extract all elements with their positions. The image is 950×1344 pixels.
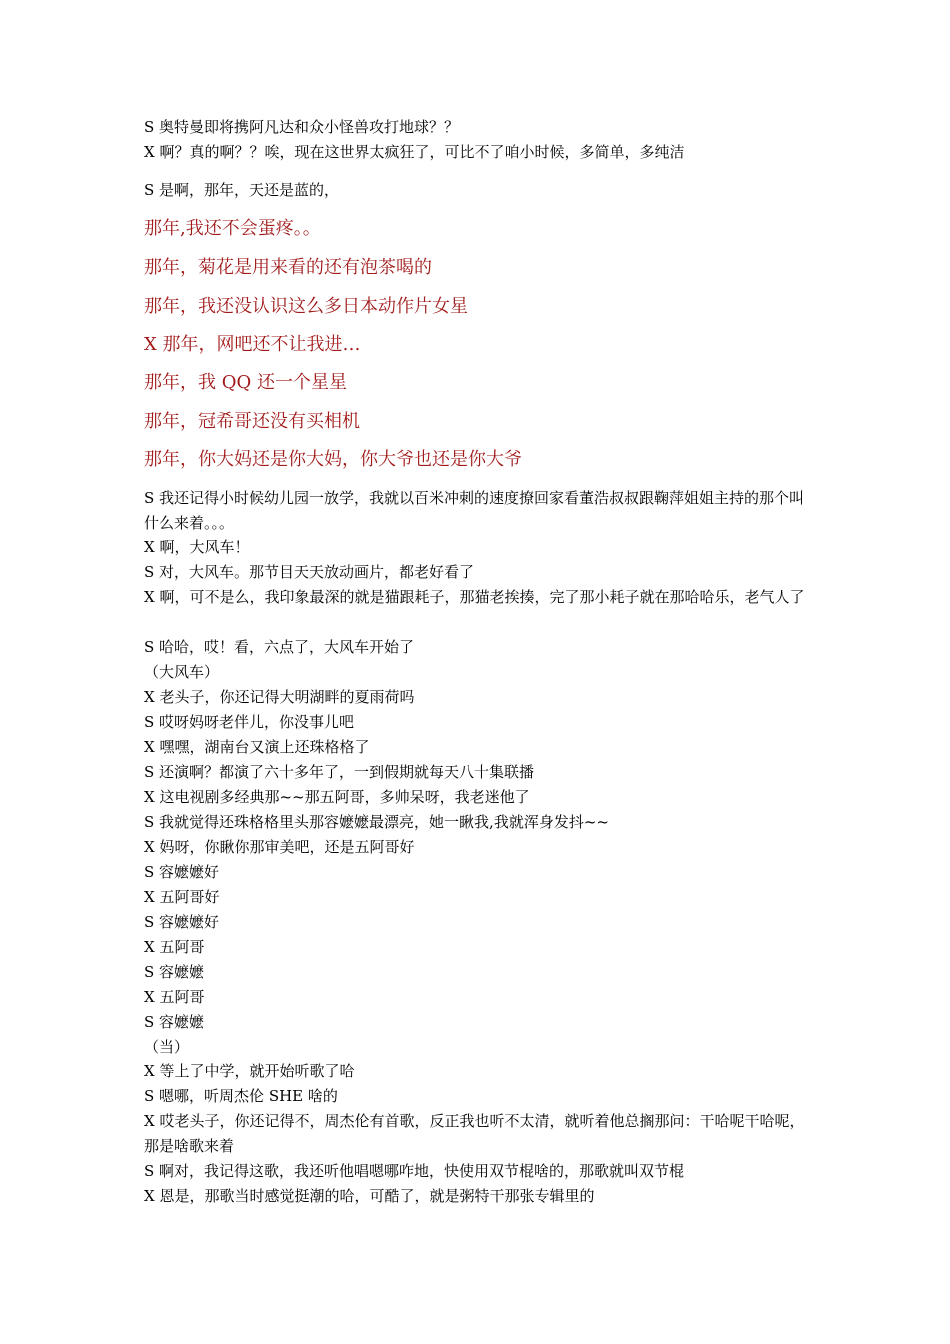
dialogue-line: S 哈哈，哎！看，六点了，大风车开始了 <box>144 638 415 656</box>
dialogue-line: X 嘿嘿，湖南台又演上还珠格格了 <box>144 738 370 756</box>
dialogue-line: S 是啊，那年，天还是蓝的， <box>144 181 340 199</box>
dialogue-line: X 老头子，你还记得大明湖畔的夏雨荷吗 <box>144 688 415 706</box>
highlighted-line: 那年，你大妈还是你大妈，你大爷也还是你大爷 <box>144 449 522 470</box>
dialogue-line: X 妈呀，你瞅你那审美吧，还是五阿哥好 <box>144 838 415 856</box>
highlighted-line: 那年，菊花是用来看的还有泡茶喝的 <box>144 257 432 278</box>
dialogue-line: S 啊对，我记得这歌，我还听他唱嗯哪咋地，快使用双节棍啥的，那歌就叫双节棍 <box>144 1162 685 1180</box>
dialogue-line: （大风车） <box>144 663 220 681</box>
dialogue-line: S 对，大风车。那节目天天放动画片，都老好看了 <box>144 563 475 581</box>
highlighted-line: 那年，我 QQ 还一个星星 <box>144 372 347 393</box>
dialogue-line: S 容嬷嬷 <box>144 1013 205 1031</box>
dialogue-line: X 等上了中学，就开始听歌了哈 <box>144 1062 355 1080</box>
dialogue-line: （当） <box>144 1038 190 1056</box>
dialogue-line: X 五阿哥 <box>144 988 205 1006</box>
dialogue-line: X 啊，大风车！ <box>144 538 250 556</box>
highlighted-line: X 那年，网吧还不让我进… <box>144 334 361 355</box>
dialogue-line: S 我还记得小时候幼儿园一放学，我就以百米冲刺的速度撩回家看董浩叔叔跟鞠萍姐姐主持的那个叫什么来着。。。 <box>144 489 805 532</box>
dialogue-line: X 这电视剧多经典那~~那五阿哥，多帅呆呀，我老迷他了 <box>144 788 530 806</box>
dialogue-line: S 容嬷嬷好 <box>144 913 220 931</box>
dialogue-line: S 还演啊？都演了六十多年了，一到假期就每天八十集联播 <box>144 763 535 781</box>
dialogue-line: S 嗯哪，听周杰伦 SHE 啥的 <box>144 1087 338 1105</box>
highlighted-line: 那年，冠希哥还没有买相机 <box>144 411 360 432</box>
dialogue-line: S 容嬷嬷好 <box>144 863 220 881</box>
dialogue-line: S 哎呀妈呀老伴儿，你没事儿吧 <box>144 713 355 731</box>
highlighted-line: 那年,我还不会蛋疼。。 <box>144 218 321 239</box>
dialogue-line: X 恩是，那歌当时感觉挺潮的哈，可酷了，就是粥特干那张专辑里的 <box>144 1187 595 1205</box>
dialogue-line: S 奥特曼即将携阿凡达和众小怪兽攻打地球？？ <box>144 118 460 136</box>
dialogue-line: X 五阿哥好 <box>144 888 220 906</box>
highlighted-line: 那年，我还没认识这么多日本动作片女星 <box>144 296 468 317</box>
dialogue-line: X 哎老头子，你还记得不，周杰伦有首歌，反正我也听不太清，就听着他总搁那问：干哈呢干哈呢，那是啥歌来着 <box>144 1112 805 1155</box>
dialogue-line: S 容嬷嬷 <box>144 963 205 981</box>
dialogue-line: X 啊？真的啊？？唉，现在这世界太疯狂了，可比不了咱小时候，多简单，多纯洁 <box>144 143 685 161</box>
dialogue-line: S 我就觉得还珠格格里头那容嬷嬷最漂亮，她一瞅我,我就浑身发抖~~ <box>144 813 609 831</box>
dialogue-line: X 啊，可不是么，我印象最深的就是猫跟耗子，那猫老挨揍，完了那小耗子就在那哈哈乐，老气人了 <box>144 588 805 606</box>
dialogue-line: X 五阿哥 <box>144 938 205 956</box>
